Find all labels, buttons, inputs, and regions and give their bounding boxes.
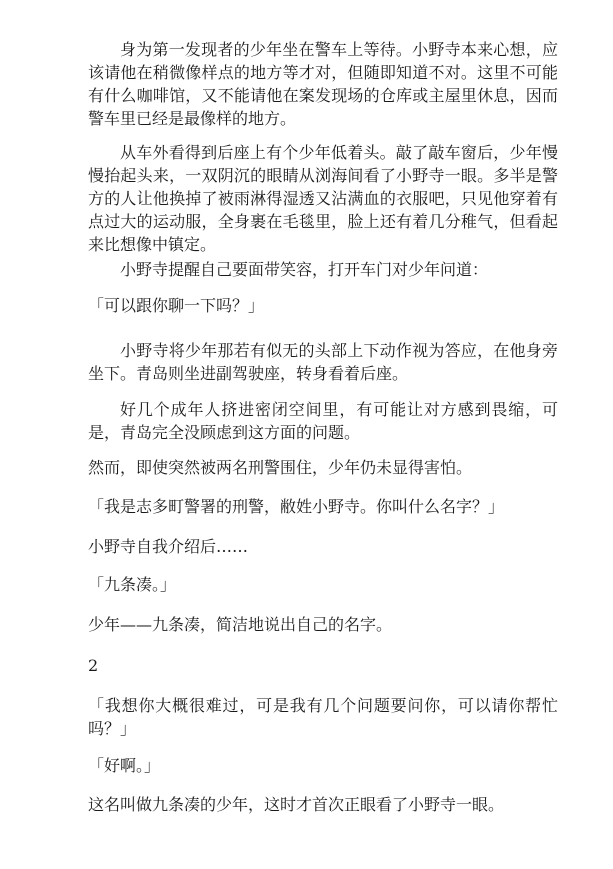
paragraph-6: 好几个成年人挤进密闭空间里，有可能让对方感到畏缩，可是，青岛完全没顾虑到这方面的问题。 [88,400,558,442]
paragraph-11: 少年——九条凑，简洁地说出自己的名字。 [88,615,393,634]
section-number: 2 [88,656,99,675]
paragraph-5: 小野寺将少年那若有似无的头部上下动作视为答应，在他身旁坐下。青岛则坐进副驾驶座，转身看着后座。 [88,341,558,383]
paragraph-8: 「我是志多町警署的刑警，敝姓小野寺。你叫什么名字？」 [88,497,505,516]
paragraph-2: 从车外看得到后座上有个少年低着头。敲了敲车窗后，少年慢慢抬起头来，一双阴沉的眼睛从浏海间看了小野寺一眼。多半是警方的人让他换掉了被雨淋得湿透又沾满血的衣服吧，只见他穿着有点过大的运动服，全身裹在毛毯里，脸上还有着几分稚气，但看起来比想像中镇定。 [88,143,558,254]
paragraph-1: 身为第一发现者的少年坐在警车上等待。小野寺本来心想，应该请他在稍微像样点的地方等才对，但随即知道不对。这里不可能有什么咖啡馆，又不能请他在案发现场的仓库或主屋里休息，因而警车里已经是最像样的地方。 [88,40,558,128]
paragraph-3: 小野寺提醒自己要面带笑容，打开车门对少年问道： [120,260,489,279]
paragraph-4: 「可以跟你聊一下吗？」 [88,296,265,315]
paragraph-7: 然而，即使突然被两名刑警围住，少年仍未显得害怕。 [88,458,473,477]
paragraph-10: 「九条凑。」 [88,575,177,594]
paragraph-13: 「好啊。」 [88,756,161,775]
paragraph-9: 小野寺自我介绍后…… [88,537,249,556]
paragraph-12: 「我想你大概很难过，可是我有几个问题要问你，可以请你帮忙吗？」 [88,696,558,738]
paragraph-14: 这名叫做九条凑的少年，这时才首次正眼看了小野寺一眼。 [88,795,505,814]
